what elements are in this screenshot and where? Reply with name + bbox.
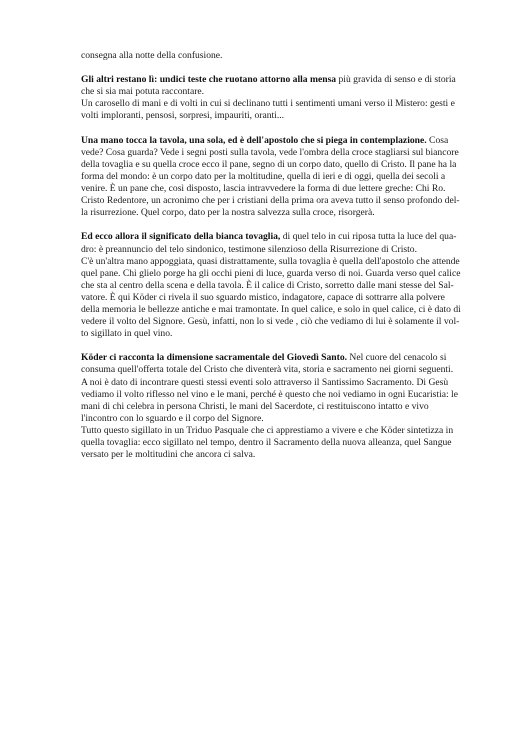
text-line: consuma quell'offerta totale del Cristo che diventerà vita, storia e sacramento nei giorni seguenti.: [81, 364, 454, 376]
text-line: venire. È un pane che, così disposto, lascia intravvedere la forma di due lettere greche: Chi Ro.: [81, 183, 446, 195]
text-line: quella tovaglia: ecco sigillato nel tempo, dentro il Sacramento della nuova alleanza, quel Sangue: [81, 437, 452, 448]
text-line: quel pane. Chi glielo porge ha gli occhi pieni di luce, guarda verso di noi. Guarda verso quel calice: [81, 267, 461, 279]
text-line: che sta al centro della scena e della tavola. È il calice di Cristo, sorretto dalle mani stesse del Sal-: [81, 279, 454, 291]
text-line: della memoria le bellezze antiche e mai tramontate. In quel calice, e solo in quel calice, ci è dato di: [81, 303, 461, 315]
text-line: Köder ci racconta la dimensione sacramentale del Giovedì Santo. Nel cuore del cenacolo si: [81, 352, 447, 364]
text-line: la risurrezione. Quel corpo, dato per la nostra salvezza sulla croce, risorgerà.: [81, 207, 375, 219]
text-line: che si sia mai potuta raccontare.: [81, 86, 205, 98]
text-line: Una mano tocca la tavola, una sola, ed è dell'apostolo che si piega in contemplazione. Cosa: [81, 134, 449, 146]
text-line: vatore. È qui Köder ci rivela il suo sguardo mistico, indagatore, capace di sottrarre alla polvere: [81, 291, 445, 303]
text-line: vediamo il volto riflesso nel vino e le mani, perché è questo che noi vediamo in ogni Eucaristia: le: [81, 388, 458, 400]
text-line: l'incontro con lo sguardo e il corpo del Signore.: [81, 412, 264, 424]
text-line: to sigillato in quel vino.: [81, 328, 173, 340]
paragraph-5: [81, 352, 476, 461]
text-line: Tutto questo sigillato in un Triduo Pasquale che ci apprestiamo a vivere e che Köder sintetizza in: [81, 424, 454, 436]
paragraph-1: [81, 50, 476, 62]
text-line: Gli altri restano lì: undici teste che ruotano attorno alla mensa più gravida di senso e di storia: [81, 74, 456, 86]
text-line: Ed ecco allora il significato della bianca tovaglia, di quel telo in cui riposa tutta la luce del qua-: [81, 231, 457, 243]
document-body: [81, 50, 476, 473]
text-line: mani di chi celebra in persona Christi, le mani del Sacerdote, ci restituiscono intatto e vivo: [81, 400, 429, 412]
text-line: volti imploranti, pensosi, sorpresi, impauriti, oranti...: [81, 110, 285, 122]
text-line: C'è un'altra mano appoggiata, quasi distrattamente, sulla tovaglia è quella dell'apostolo che attende: [81, 255, 460, 267]
text-line: dro: è preannuncio del telo sindonico, testimone silenzioso della Risurrezione di Cristo.: [81, 243, 417, 255]
text-line: vede? Cosa guarda? Vede i segni posti sulla tavola, vede l'ombra della croce stagliarsi sul biancore: [81, 146, 459, 158]
paragraph-2: [81, 74, 476, 122]
text-line: Cristo Redentore, un acronimo che per i cristiani della prima ora aveva tutto il senso profondo del-: [81, 195, 460, 207]
text-line: consegna alla notte della confusione.: [81, 50, 223, 61]
paragraph-4: [81, 231, 476, 340]
text-line: versato per le moltitudini che ancora ci salva.: [81, 449, 256, 461]
text-line: vedere il volto del Signore. Gesù, infatti, non lo si vede , ciò che vediamo di lui è solamente il vol-: [81, 316, 460, 328]
paragraph-3: [81, 135, 476, 220]
text-line: A noi è dato di incontrare questi stessi eventi solo attraverso il Santissimo Sacramento. Di Gesù: [81, 376, 449, 388]
text-line: della tovaglia e su quella croce ecco il pane, segno di un corpo dato, quello di Cristo. Il pane ha la: [81, 158, 457, 170]
text-line: forma del mondo: è un corpo dato per la moltitudine, quella di ieri e di oggi, quella dei secoli a: [81, 170, 446, 182]
text-line: Un carosello di mani e di volti in cui si declinano tutti i sentimenti umani verso il Mistero: gesti e: [81, 98, 455, 110]
